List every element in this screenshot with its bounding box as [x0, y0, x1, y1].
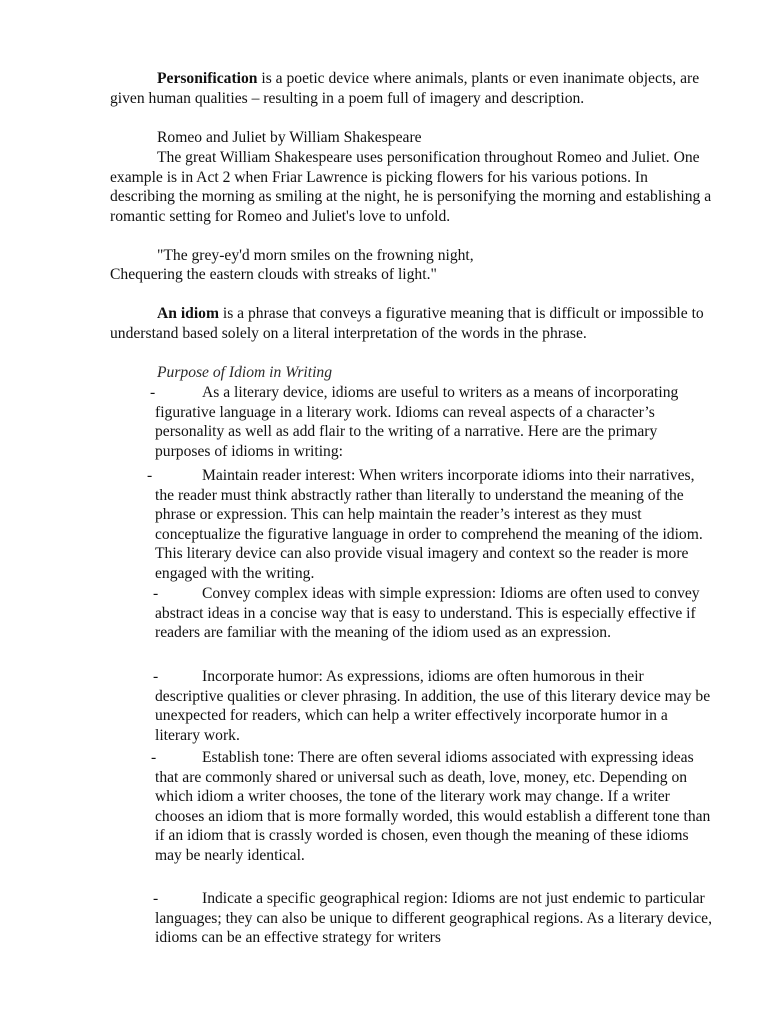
idiom-definition	[110, 304, 715, 343]
bullet-text: As a literary device, idioms are useful to writers as a means of incorporating figurative language in a literary work. Idioms can reveal aspects of a character’s personality as well as add flair to the writing of a narrative. Here are the primary purposes of idioms in writing:	[155, 384, 679, 460]
idiom-term: An idiom	[157, 305, 219, 322]
purpose-heading: Purpose of Idiom in Writing	[157, 364, 332, 381]
personification-definition	[110, 69, 715, 108]
bullet-text: Maintain reader interest: When writers incorporate idioms into their narratives, the reader must think abstractly rather than literally to understand the meaning of the phrase or expression. This can help maintain the reader’s interest as they must conceptualize the figurative language in order to comprehend the meaning of the idiom. This literary device can also provide visual imagery and context so the reader is more engaged with the writing.	[155, 467, 703, 582]
quote-line-1: "The grey-ey'd morn smiles on the frowning night,	[157, 247, 474, 264]
list-item	[155, 667, 715, 745]
quote-line-2: Chequering the eastern clouds with streaks of light."	[110, 266, 437, 283]
bullet-dash: -	[150, 384, 156, 401]
list-item	[150, 383, 715, 461]
bullet-text: Convey complex ideas with simple expression: Idioms are often used to convey abstract ideas in a concise way that is easy to understand. This is especially effective if readers are familiar with the meaning of the idiom used as an expression.	[155, 585, 700, 642]
example-title: Romeo and Juliet by William Shakespeare	[157, 129, 422, 146]
bullet-dash: -	[153, 668, 159, 685]
list-item	[151, 748, 715, 866]
bullet-dash: -	[153, 890, 159, 907]
list-item	[155, 889, 715, 948]
idiom-definition-text: is a phrase that conveys a figurative meaning that is difficult or impossible to understand based solely on a literal interpretation of the words in the phrase.	[110, 305, 704, 342]
bullet-dash: -	[151, 749, 157, 766]
list-item	[147, 466, 715, 584]
bullet-dash: -	[147, 467, 153, 484]
bullet-text: Indicate a specific geographical region: Idioms are not just endemic to particular languages; they can also be unique to different geographical regions. As a literary device, idioms can be an effective strategy for writers	[155, 890, 712, 947]
example-text: The great William Shakespeare uses personification throughout Romeo and Juliet. One example is in Act 2 when Friar Lawrence is picking flowers for his various potions. In describing the morning as smiling at the night, he is personifying the morning and establishing a romantic setting for Romeo and Juliet's love to unfold.	[110, 149, 712, 225]
list-item	[155, 584, 715, 643]
bullet-dash: -	[153, 585, 159, 602]
personification-term: Personification	[157, 70, 258, 87]
bullet-text: Establish tone: There are often several idioms associated with expressing ideas that are commonly shared or universal such as death, love, money, etc. Depending on which idiom a writer chooses, the tone of the literary work may change. If a writer chooses an idiom that is more formally worded, this would establish a different tone than if an idiom that is crassly worded is chosen, even though the meaning of these idioms may be nearly identical.	[155, 749, 711, 864]
personification-definition-text: is a poetic device where animals, plants or even inanimate objects, are given human qualities – resulting in a poem full of imagery and description.	[110, 70, 700, 107]
bullet-text: Incorporate humor: As expressions, idioms are often humorous in their descriptive qualities or clever phrasing. In addition, the use of this literary device may be unexpected for readers, which can help a writer effectively incorporate humor in a literary work.	[155, 668, 711, 744]
